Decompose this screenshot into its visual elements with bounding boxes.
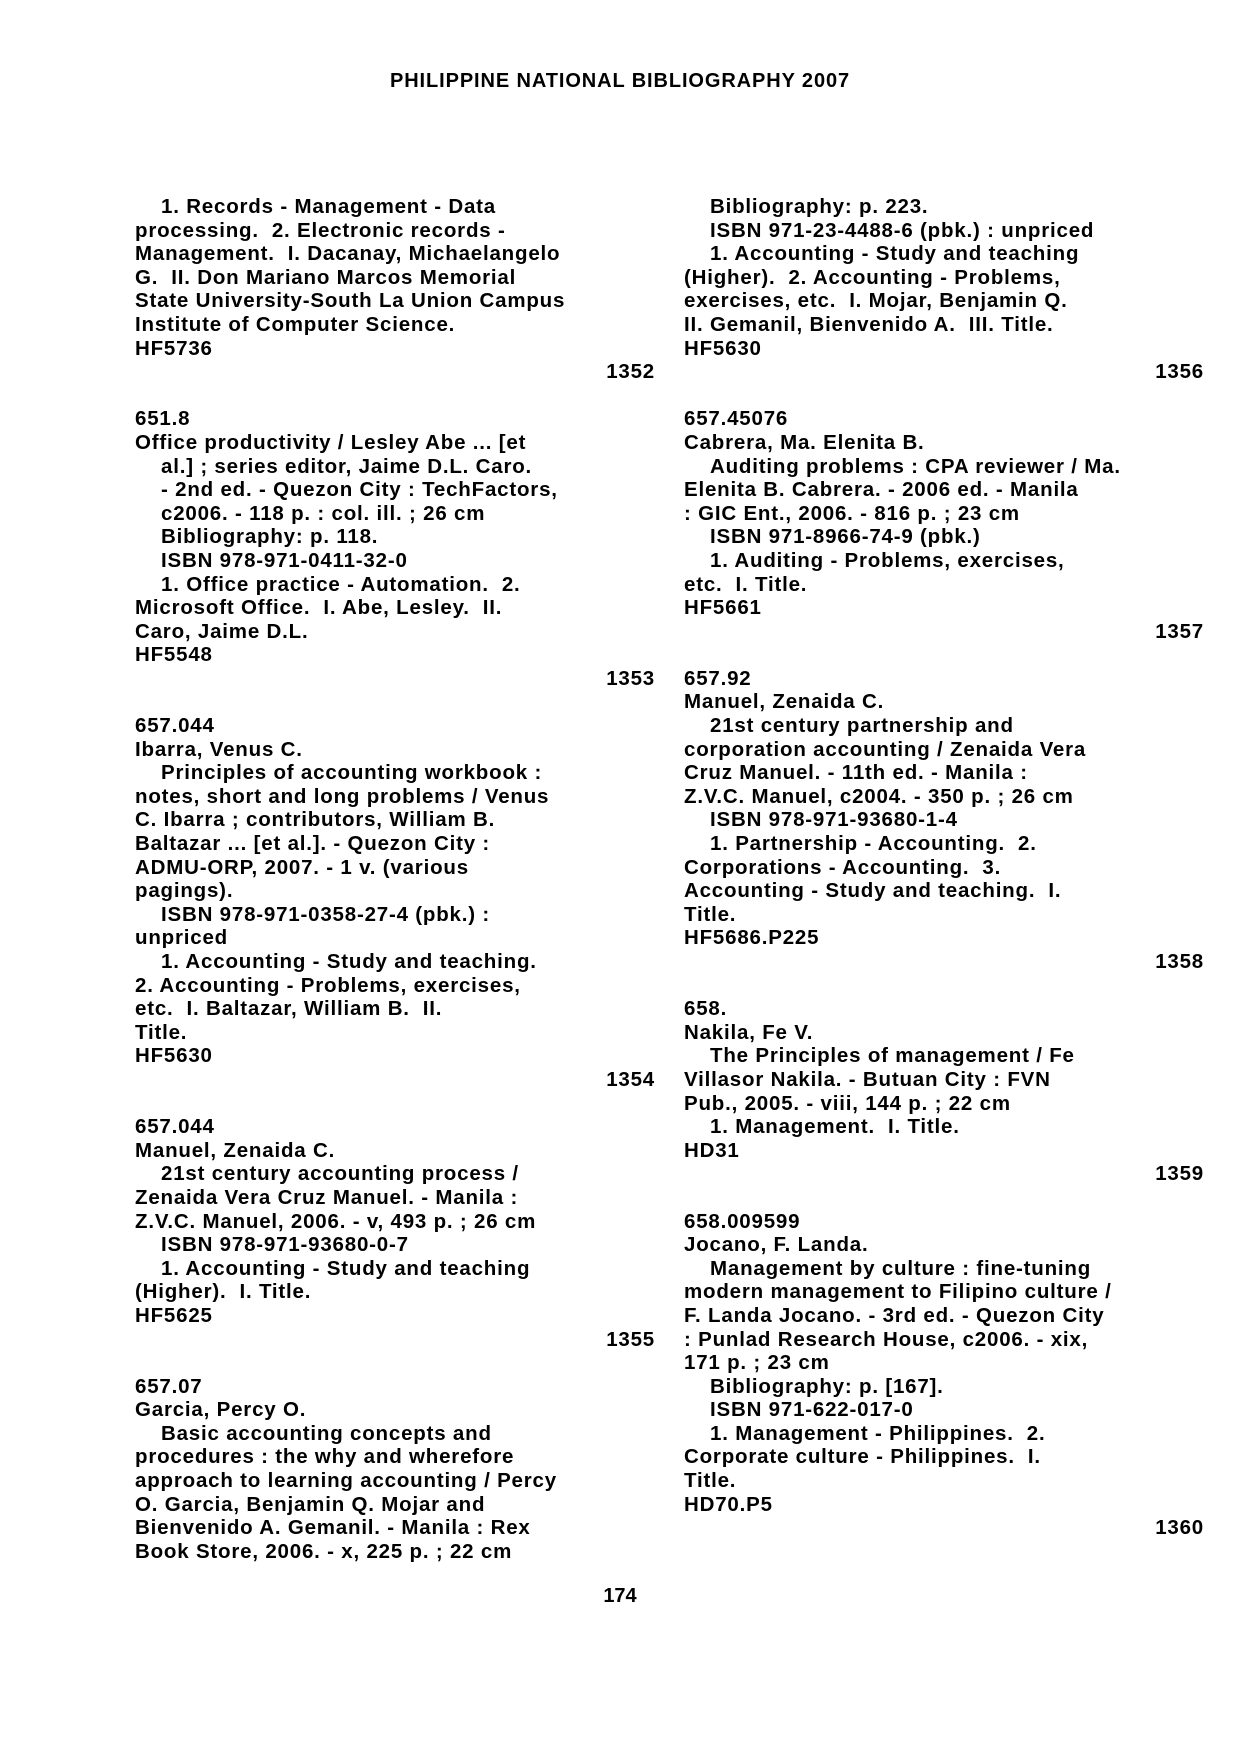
entry-line: 1. Management - Philippines. 2. (710, 1421, 1046, 1445)
entry-line: G. II. Don Mariano Marcos Memorial (135, 265, 517, 289)
blank-line (684, 974, 1204, 998)
entry-line: Manuel, Zenaida C. (135, 1138, 336, 1162)
entry-line: Z.V.C. Manuel, 2006. - v, 493 p. ; 26 cm (135, 1209, 537, 1233)
entry-number: 1353 (606, 666, 655, 690)
entry-number: 1356 (1155, 360, 1204, 384)
entry-line: 1. Office practice - Automation. 2. (161, 572, 521, 596)
entry-number: 1358 (1155, 950, 1204, 973)
entry-line: approach to learning accounting / Percy (135, 1469, 557, 1493)
entry-line: 2. Accounting - Problems, exercises, (135, 973, 521, 997)
entry-line: The Principles of management / Fe (710, 1044, 1075, 1068)
entry-line: O. Garcia, Benjamin Q. Mojar and (135, 1492, 486, 1516)
entry-line: Principles of accounting workbook : (161, 761, 543, 785)
entry-line: Title. (684, 1469, 737, 1493)
entry-line: notes, short and long problems / Venus (135, 784, 550, 808)
entry-line: Bibliography: p. 118. (161, 525, 379, 549)
entry-line: 1. Accounting - Study and teaching (161, 1256, 531, 1280)
entry-line: II. Gemanil, Bienvenido A. III. Title. (684, 312, 1054, 336)
entry-line: Book Store, 2006. - x, 225 p. ; 22 cm (135, 1539, 513, 1563)
blank-line (135, 1351, 655, 1375)
entry-line: HD70.P5 (684, 1492, 773, 1516)
entry-line: ISBN 978-971-93680-1-4 (710, 808, 958, 832)
entry-number: 1354 (606, 1067, 655, 1091)
entry-line: Nakila, Fe V. (684, 1020, 814, 1044)
entry-line: Pub., 2005. - viii, 144 p. ; 22 cm (684, 1091, 1011, 1115)
entry-line: 657.92 (684, 666, 752, 690)
entry-line: 1. Records - Management - Data (161, 195, 496, 218)
entry-line: unpriced (135, 926, 228, 950)
entry-line: (Higher). I. Title. (135, 1280, 312, 1304)
entry-line: ISBN 978-971-0358-27-4 (pbk.) : (161, 902, 491, 926)
left-column (135, 195, 655, 1563)
entry-line: 658.009599 (684, 1209, 801, 1233)
entry-number: 1352 (606, 360, 655, 384)
entry-line: exercises, etc. I. Mojar, Benjamin Q. (684, 289, 1068, 313)
entry-number: 1359 (1155, 1162, 1204, 1186)
entry-line: 21st century partnership and (710, 714, 1014, 738)
entry-line: C. Ibarra ; contributors, William B. (135, 808, 496, 832)
blank-line (684, 1186, 1204, 1210)
entry-line: HF5630 (135, 1044, 213, 1068)
page-title: PHILIPPINE NATIONAL BIBLIOGRAPHY 2007 (389, 70, 851, 92)
entry-line: Auditing problems : CPA reviewer / Ma. (710, 454, 1121, 478)
entry-line: 651.8 (135, 407, 191, 431)
entry-line: HF5625 (135, 1303, 213, 1327)
entry-number: 1357 (1155, 619, 1204, 643)
entry-line: 657.044 (135, 1115, 215, 1139)
entry-line: 658. (684, 997, 728, 1021)
entry-line: Title. (135, 1020, 188, 1044)
entry-line: Basic accounting concepts and (161, 1421, 492, 1445)
entry-line: HF5736 (135, 336, 213, 360)
entry-line: Bibliography: p. [167]. (710, 1374, 944, 1398)
entry-line: Microsoft Office. I. Abe, Lesley. II. (135, 596, 503, 620)
entry-line: Management by culture : fine-tuning (710, 1256, 1092, 1280)
entry-line: ADMU-ORP, 2007. - 1 v. (various (135, 855, 469, 879)
entry-line: Z.V.C. Manuel, c2004. - 350 p. ; 26 cm (684, 784, 1074, 808)
page-number: 174 (603, 1585, 637, 1607)
entry-line: 1. Management. I. Title. (710, 1115, 960, 1139)
blank-line (135, 690, 655, 714)
entry-line: 21st century accounting process / (161, 1162, 519, 1186)
entry-line: pagings). (135, 879, 234, 903)
entry-line: Corporations - Accounting. 3. (684, 855, 1002, 879)
entry-line: 1. Accounting - Study and teaching (710, 242, 1080, 266)
entry-line: Institute of Computer Science. (135, 312, 456, 336)
blank-line (684, 384, 1204, 408)
entry-line: 657.45076 (684, 407, 789, 431)
entry-line: (Higher). 2. Accounting - Problems, (684, 265, 1061, 289)
entry-line: Management. I. Dacanay, Michaelangelo (135, 242, 561, 266)
blank-line (684, 643, 1204, 667)
entry-number: 1360 (1155, 1516, 1204, 1540)
entry-line: 657.07 (135, 1374, 203, 1398)
entry-line: Cabrera, Ma. Elenita B. (684, 430, 925, 454)
entry-line: HF5661 (684, 596, 762, 620)
entry-line: Ibarra, Venus C. (135, 737, 303, 761)
entry-line: F. Landa Jocano. - 3rd ed. - Quezon City (684, 1303, 1105, 1327)
entry-line: etc. I. Title. (684, 572, 808, 596)
entry-line: Villasor Nakila. - Butuan City : FVN (684, 1067, 1051, 1091)
entry-line: - 2nd ed. - Quezon City : TechFactors, (161, 478, 558, 502)
entry-line: 1. Accounting - Study and teaching. (161, 950, 537, 973)
entry-line: State University-South La Union Campus (135, 289, 566, 313)
entry-line: HF5548 (135, 643, 213, 667)
entry-line: Manuel, Zenaida C. (684, 690, 885, 714)
entry-line: 1. Partnership - Accounting. 2. (710, 832, 1037, 856)
entry-line: 171 p. ; 23 cm (684, 1351, 830, 1375)
entry-line: Caro, Jaime D.L. (135, 619, 309, 643)
entry-line: HF5686.P225 (684, 926, 820, 950)
entry-line: etc. I. Baltazar, William B. II. (135, 997, 443, 1021)
entry-line: c2006. - 118 p. : col. ill. ; 26 cm (161, 501, 486, 525)
entry-line: Zenaida Vera Cruz Manuel. - Manila : (135, 1185, 519, 1209)
entry-line: procedures : the why and wherefore (135, 1445, 515, 1469)
entry-line: HD31 (684, 1138, 740, 1162)
entry-line: 1. Auditing - Problems, exercises, (710, 548, 1065, 572)
entry-number: 1355 (606, 1327, 655, 1351)
entry-line: Elenita B. Cabrera. - 2006 ed. - Manila (684, 478, 1079, 502)
entry-line: processing. 2. Electronic records - (135, 218, 506, 242)
entry-line: Baltazar ... [et al.]. - Quezon City : (135, 832, 491, 856)
entry-line: : GIC Ent., 2006. - 816 p. ; 23 cm (684, 501, 1020, 525)
entry-line: Accounting - Study and teaching. I. (684, 879, 1062, 903)
entry-line: Bibliography: p. 223. (710, 195, 929, 218)
entry-line: Garcia, Percy O. (135, 1398, 307, 1422)
entry-line: ISBN 978-971-93680-0-7 (161, 1233, 409, 1257)
entry-line: Bienvenido A. Gemanil. - Manila : Rex (135, 1516, 531, 1540)
entry-line: : Punlad Research House, c2006. - xix, (684, 1327, 1089, 1351)
entry-line: Cruz Manuel. - 11th ed. - Manila : (684, 761, 1028, 785)
blank-line (135, 384, 655, 408)
entry-line: Title. (684, 902, 737, 926)
entry-line: Jocano, F. Landa. (684, 1233, 869, 1257)
entry-line: Office productivity / Lesley Abe ... [et (135, 430, 527, 454)
entry-line: ISBN 971-8966-74-9 (pbk.) (710, 525, 981, 549)
entry-line: al.] ; series editor, Jaime D.L. Caro. (161, 454, 533, 478)
blank-line (135, 1092, 655, 1116)
entry-line: HF5630 (684, 336, 762, 360)
entry-line: Corporate culture - Philippines. I. (684, 1445, 1041, 1469)
entry-line: modern management to Filipino culture / (684, 1280, 1112, 1304)
entry-line: corporation accounting / Zenaida Vera (684, 737, 1087, 761)
entry-line: ISBN 971-622-017-0 (710, 1398, 914, 1422)
entry-line: 657.044 (135, 714, 215, 738)
entry-line: ISBN 978-971-0411-32-0 (161, 548, 408, 572)
entry-line: ISBN 971-23-4488-6 (pbk.) : unpriced (710, 218, 1095, 242)
right-column (684, 195, 1204, 1540)
